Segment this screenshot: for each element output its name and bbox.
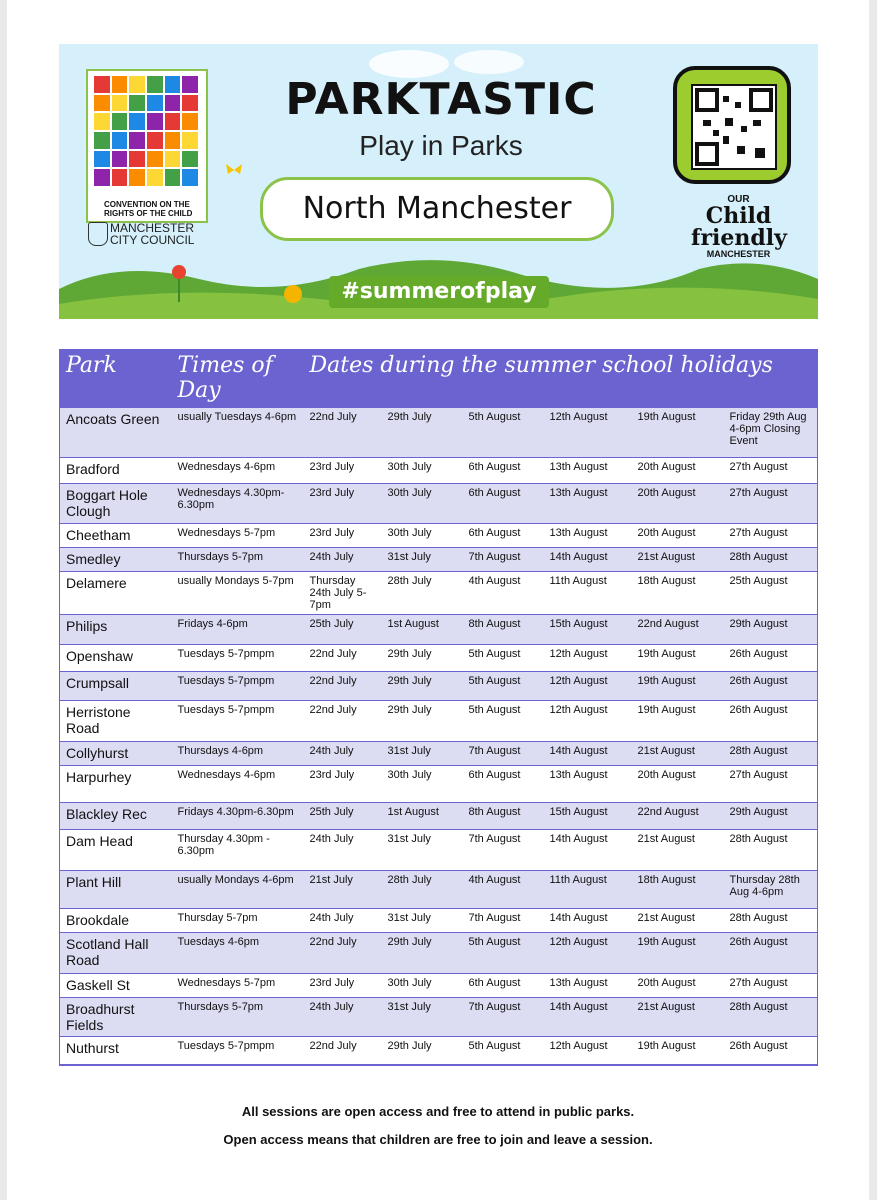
session-date: 22nd July <box>304 701 382 742</box>
header-dates: Dates during the summer school holidays <box>304 349 818 408</box>
session-date: 1st August <box>382 803 463 830</box>
logo-tile <box>94 95 110 112</box>
ocf-line-4: MANCHESTER <box>706 249 771 259</box>
ocf-line-3: friendly <box>691 225 787 251</box>
time-of-day: Thursday 5-7pm <box>172 909 304 933</box>
table-row <box>60 933 818 974</box>
session-date: 22nd July <box>304 645 382 672</box>
table-row <box>60 408 818 458</box>
session-date: 21st July <box>304 871 382 909</box>
session-date: 22nd July <box>304 408 382 458</box>
time-of-day: Fridays 4-6pm <box>172 615 304 645</box>
session-date: 22nd July <box>304 672 382 701</box>
hashtag-label: #summerofplay <box>329 276 549 308</box>
uncrc-caption: CONVENTION ON THE RIGHTS OF THE CHILD <box>104 200 193 218</box>
session-date: 12th August <box>544 1037 632 1065</box>
council-name-1: MANCHESTER <box>110 221 195 235</box>
session-date: 26th August <box>724 701 818 742</box>
session-date: 30th July <box>382 766 463 803</box>
time-of-day: Thursdays 5-7pm <box>172 998 304 1037</box>
session-date: 6th August <box>463 974 544 998</box>
time-of-day: Tuesdays 5-7pmpm <box>172 672 304 701</box>
table-row <box>60 524 818 548</box>
logo-tile <box>165 95 181 112</box>
table-header-row <box>60 349 818 408</box>
qr-code[interactable] <box>673 66 791 184</box>
session-date: 14th August <box>544 548 632 572</box>
table-row <box>60 909 818 933</box>
logo-tile <box>165 113 181 130</box>
logo-tile <box>165 151 181 168</box>
logo-tile <box>182 169 198 186</box>
session-date: 12th August <box>544 933 632 974</box>
session-date: 5th August <box>463 933 544 974</box>
logo-tile <box>94 76 110 93</box>
session-date: 15th August <box>544 803 632 830</box>
time-of-day: Tuesdays 5-7pmpm <box>172 1037 304 1065</box>
session-date: 27th August <box>724 524 818 548</box>
child-friendly-logo <box>691 194 786 284</box>
session-date: 28th July <box>382 871 463 909</box>
table-row <box>60 645 818 672</box>
session-date: 5th August <box>463 1037 544 1065</box>
logo-tile <box>165 169 181 186</box>
footer-note-2: Open access means that children are free to join and leave a session. <box>223 1132 653 1147</box>
session-date: 31st July <box>382 998 463 1037</box>
session-date: 23rd July <box>304 766 382 803</box>
schedule-table <box>59 349 818 1066</box>
park-name: Nuthurst <box>60 1037 172 1065</box>
park-name: Harpurhey <box>60 766 172 803</box>
logo-tile <box>112 132 128 149</box>
session-date: 28th August <box>724 742 818 766</box>
session-date: 26th August <box>724 933 818 974</box>
park-name: Herristone Road <box>60 701 172 742</box>
session-date: 24th July <box>304 909 382 933</box>
session-date: 25th July <box>304 615 382 645</box>
ocf-line-2: Child <box>705 203 772 229</box>
session-date: 8th August <box>463 615 544 645</box>
header-times: Times of Day <box>172 349 304 408</box>
session-date: 12th August <box>544 408 632 458</box>
logo-tile <box>129 169 145 186</box>
session-date: 7th August <box>463 909 544 933</box>
logo-tile <box>129 95 145 112</box>
session-date: 19th August <box>632 1037 724 1065</box>
session-date: 30th July <box>382 484 463 524</box>
session-date: Thursday 24th July 5-7pm <box>304 572 382 615</box>
session-date: 26th August <box>724 645 818 672</box>
banner <box>59 44 818 319</box>
session-date: Friday 29th Aug 4-6pm Closing Event <box>724 408 818 458</box>
session-date: 22nd July <box>304 1037 382 1065</box>
session-date: 20th August <box>632 458 724 484</box>
session-date: 28th July <box>382 572 463 615</box>
session-date: 29th July <box>382 408 463 458</box>
table-row <box>60 548 818 572</box>
table-row <box>60 672 818 701</box>
time-of-day: Wednesdays 5-7pm <box>172 524 304 548</box>
logo-tile <box>182 95 198 112</box>
table-row <box>60 974 818 998</box>
session-date: 19th August <box>632 701 724 742</box>
time-of-day: Wednesdays 4-6pm <box>172 458 304 484</box>
logo-tile <box>182 132 198 149</box>
session-date: 4th August <box>463 871 544 909</box>
park-name: Scotland Hall Road <box>60 933 172 974</box>
session-date: 21st August <box>632 909 724 933</box>
session-date: 31st July <box>382 742 463 766</box>
session-date: 28th August <box>724 998 818 1037</box>
session-date: 6th August <box>463 484 544 524</box>
qr-pattern-icon <box>693 86 775 168</box>
session-date: 18th August <box>632 572 724 615</box>
logo-tile <box>112 76 128 93</box>
session-date: 28th August <box>724 830 818 871</box>
logo-tile <box>147 76 163 93</box>
logo-tile <box>147 113 163 130</box>
park-name: Delamere <box>60 572 172 615</box>
logo-tile <box>129 113 145 130</box>
session-date: 29th July <box>382 701 463 742</box>
session-date: 23rd July <box>304 484 382 524</box>
time-of-day: Thursday 4.30pm - 6.30pm <box>172 830 304 871</box>
table-row <box>60 484 818 524</box>
session-date: 21st August <box>632 998 724 1037</box>
session-date: 27th August <box>724 458 818 484</box>
session-date: 8th August <box>463 803 544 830</box>
table-row <box>60 998 818 1037</box>
logo-tile <box>112 113 128 130</box>
time-of-day: Tuesdays 5-7pmpm <box>172 701 304 742</box>
table-row <box>60 1037 818 1065</box>
logo-tile <box>112 151 128 168</box>
session-date: 12th August <box>544 672 632 701</box>
session-date: 14th August <box>544 830 632 871</box>
session-date: 24th July <box>304 742 382 766</box>
session-date: 21st August <box>632 548 724 572</box>
crest-icon <box>88 222 108 246</box>
session-date: 29th July <box>382 645 463 672</box>
session-date: 22nd August <box>632 803 724 830</box>
park-name: Dam Head <box>60 830 172 871</box>
session-date: 13th August <box>544 974 632 998</box>
time-of-day: Tuesdays 4-6pm <box>172 933 304 974</box>
session-date: 20th August <box>632 524 724 548</box>
session-date: 13th August <box>544 766 632 803</box>
session-date: 1st August <box>382 615 463 645</box>
session-date: 19th August <box>632 933 724 974</box>
session-date: 30th July <box>382 524 463 548</box>
session-date: 30th July <box>382 458 463 484</box>
time-of-day: Tuesdays 5-7pmpm <box>172 645 304 672</box>
session-date: 25th August <box>724 572 818 615</box>
time-of-day: Wednesdays 4.30pm-6.30pm <box>172 484 304 524</box>
session-date: 5th August <box>463 645 544 672</box>
session-date: 31st July <box>382 830 463 871</box>
session-date: 7th August <box>463 742 544 766</box>
logo-tile <box>94 169 110 186</box>
logo-tile <box>129 76 145 93</box>
logo-tile <box>129 151 145 168</box>
session-date: 5th August <box>463 408 544 458</box>
time-of-day: Thursdays 4-6pm <box>172 742 304 766</box>
logo-tile <box>112 95 128 112</box>
session-date: 25th July <box>304 803 382 830</box>
time-of-day: usually Mondays 5-7pm <box>172 572 304 615</box>
session-date: 24th July <box>304 830 382 871</box>
session-date: 13th August <box>544 484 632 524</box>
session-date: 14th August <box>544 998 632 1037</box>
park-name: Openshaw <box>60 645 172 672</box>
park-name: Philips <box>60 615 172 645</box>
park-name: Cheetham <box>60 524 172 548</box>
logo-tile <box>94 113 110 130</box>
header-park: Park <box>60 349 172 408</box>
council-logo <box>88 222 218 246</box>
session-date: 18th August <box>632 871 724 909</box>
session-date: 4th August <box>463 572 544 615</box>
session-date: 23rd July <box>304 458 382 484</box>
table-row <box>60 615 818 645</box>
session-date: 28th August <box>724 909 818 933</box>
time-of-day: usually Tuesdays 4-6pm <box>172 408 304 458</box>
session-date: 21st August <box>632 742 724 766</box>
park-name: Ancoats Green <box>60 408 172 458</box>
session-date: 11th August <box>544 871 632 909</box>
park-name: Gaskell St <box>60 974 172 998</box>
park-name: Broadhurst Fields <box>60 998 172 1037</box>
session-date: 15th August <box>544 615 632 645</box>
session-date: 26th August <box>724 672 818 701</box>
footer-note-1: All sessions are open access and free to attend in public parks. <box>241 1104 635 1119</box>
time-of-day: Thursdays 5-7pm <box>172 548 304 572</box>
logo-tile <box>165 132 181 149</box>
session-date: 20th August <box>632 766 724 803</box>
logo-tile <box>94 132 110 149</box>
session-date: 23rd July <box>304 974 382 998</box>
session-date: 5th August <box>463 701 544 742</box>
session-date: 19th August <box>632 645 724 672</box>
session-date: 14th August <box>544 742 632 766</box>
flower-icon <box>167 262 191 302</box>
session-date: 6th August <box>463 524 544 548</box>
time-of-day: Fridays 4.30pm-6.30pm <box>172 803 304 830</box>
session-date: 31st July <box>382 909 463 933</box>
table-row <box>60 572 818 615</box>
session-date: 6th August <box>463 766 544 803</box>
logo-tile <box>182 113 198 130</box>
logo-tile <box>112 169 128 186</box>
session-date: 30th July <box>382 974 463 998</box>
session-date: 7th August <box>463 998 544 1037</box>
logo-tile <box>182 76 198 93</box>
session-date: 7th August <box>463 830 544 871</box>
session-date: 28th August <box>724 548 818 572</box>
table-row <box>60 830 818 871</box>
session-date: 26th August <box>724 1037 818 1065</box>
session-date: 12th August <box>544 645 632 672</box>
session-date: 22nd August <box>632 615 724 645</box>
table-row <box>60 742 818 766</box>
session-date: 14th August <box>544 909 632 933</box>
session-date: 20th August <box>632 974 724 998</box>
session-date: 24th July <box>304 548 382 572</box>
logo-tile <box>147 169 163 186</box>
session-date: 29th July <box>382 933 463 974</box>
session-date: Thursday 28th Aug 4-6pm <box>724 871 818 909</box>
session-date: 6th August <box>463 458 544 484</box>
ocf-line-1: OUR <box>727 194 750 205</box>
logo-tile <box>147 151 163 168</box>
park-name: Crumpsall <box>60 672 172 701</box>
park-name: Bradford <box>60 458 172 484</box>
table-row <box>60 701 818 742</box>
park-name: Smedley <box>60 548 172 572</box>
session-date: 27th August <box>724 974 818 998</box>
session-date: 19th August <box>632 672 724 701</box>
session-date: 27th August <box>724 766 818 803</box>
session-date: 29th August <box>724 615 818 645</box>
session-date: 21st August <box>632 830 724 871</box>
logo-tile <box>147 132 163 149</box>
logo-tile <box>94 151 110 168</box>
park-name: Plant Hill <box>60 871 172 909</box>
session-date: 20th August <box>632 484 724 524</box>
table-row <box>60 458 818 484</box>
area-label: North Manchester <box>260 177 614 241</box>
butterfly-icon <box>224 162 244 178</box>
park-name: Collyhurst <box>60 742 172 766</box>
page-subtitle: Play in Parks <box>359 130 523 161</box>
park-name: Blackley Rec <box>60 803 172 830</box>
session-date: 22nd July <box>304 933 382 974</box>
session-date: 11th August <box>544 572 632 615</box>
session-date: 5th August <box>463 672 544 701</box>
uncrc-logo <box>86 69 208 223</box>
time-of-day: usually Mondays 4-6pm <box>172 871 304 909</box>
council-name-2: CITY COUNCIL <box>110 233 195 247</box>
session-date: 29th July <box>382 672 463 701</box>
session-date: 29th August <box>724 803 818 830</box>
session-date: 31st July <box>382 548 463 572</box>
logo-tile <box>147 95 163 112</box>
session-date: 24th July <box>304 998 382 1037</box>
table-row <box>60 766 818 803</box>
session-date: 13th August <box>544 458 632 484</box>
logo-tile <box>182 151 198 168</box>
table-row <box>60 871 818 909</box>
flower-icon <box>281 282 305 306</box>
time-of-day: Wednesdays 4-6pm <box>172 766 304 803</box>
session-date: 12th August <box>544 701 632 742</box>
session-date: 23rd July <box>304 524 382 548</box>
logo-tile <box>165 76 181 93</box>
session-date: 7th August <box>463 548 544 572</box>
logo-tile <box>129 132 145 149</box>
session-date: 27th August <box>724 484 818 524</box>
time-of-day: Wednesdays 5-7pm <box>172 974 304 998</box>
table-row <box>60 803 818 830</box>
session-date: 13th August <box>544 524 632 548</box>
park-name: Brookdale <box>60 909 172 933</box>
session-date: 19th August <box>632 408 724 458</box>
park-name: Boggart Hole Clough <box>60 484 172 524</box>
page-title: PARKTASTIC <box>285 74 597 125</box>
session-date: 29th July <box>382 1037 463 1065</box>
